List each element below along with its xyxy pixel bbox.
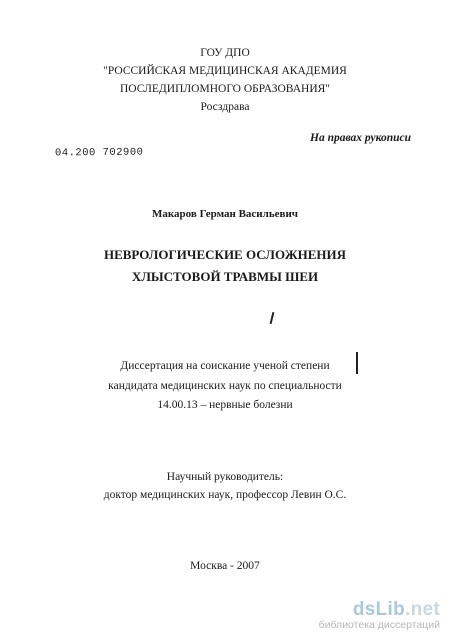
watermark-logo: dsLib.net bbox=[352, 599, 440, 620]
org-line-4: Росздрава bbox=[200, 101, 250, 113]
inventory-stamp: 04.200 702900 bbox=[54, 146, 144, 160]
watermark-subtitle: библиотека диссертаций bbox=[318, 619, 440, 631]
advisor-label: Научный руководитель: bbox=[166, 471, 284, 483]
author-name: Макаров Герман Васильевич bbox=[152, 208, 298, 220]
title-line-1: НЕВРОЛОГИЧЕСКИЕ ОСЛОЖНЕНИЯ bbox=[103, 247, 347, 262]
margin-mark bbox=[356, 352, 358, 374]
watermark bbox=[319, 599, 440, 631]
advisor-name: доктор медицинских наук, профессор Левин О.С. bbox=[103, 489, 347, 501]
pen-mark bbox=[270, 312, 274, 324]
dissertation-line-1: Диссертация на соискание ученой степени bbox=[120, 360, 330, 372]
title-line-2: ХЛЫСТОВОЙ ТРАВМЫ ШЕИ bbox=[131, 269, 319, 284]
dissertation-line-3: 14.00.13 – нервные болезни bbox=[157, 399, 293, 411]
manuscript-note: На правах рукописи bbox=[310, 132, 412, 144]
org-line-1: ГОУ ДПО bbox=[200, 47, 250, 59]
dissertation-line-2: кандидата медицинских наук по специальности bbox=[108, 380, 342, 392]
org-line-2: "РОССИЙСКАЯ МЕДИЦИНСКАЯ АКАДЕМИЯ bbox=[103, 65, 347, 77]
org-line-3: ПОСЛЕДИПЛОМНОГО ОБРАЗОВАНИЯ" bbox=[119, 83, 331, 95]
city-year: Москва - 2007 bbox=[190, 560, 260, 572]
